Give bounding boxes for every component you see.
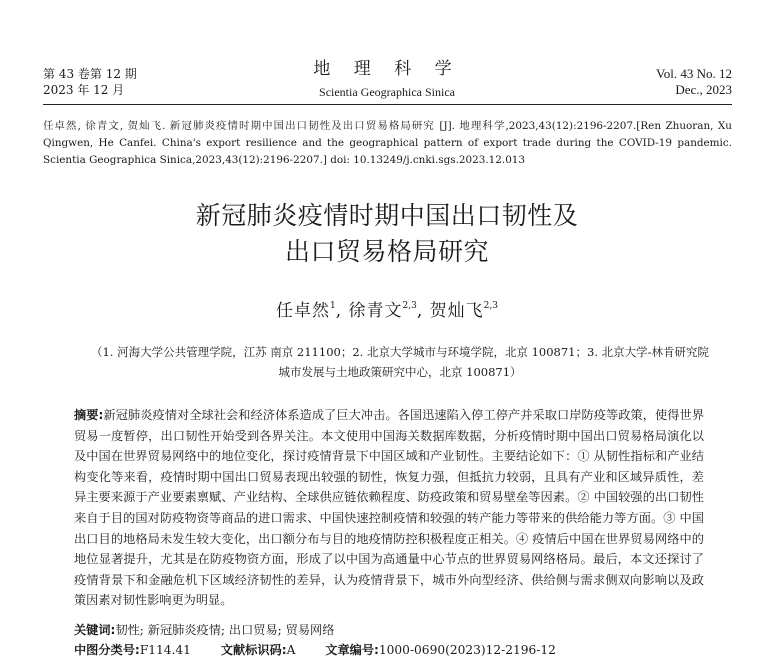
abstract (74, 405, 704, 611)
author-separator: , (335, 301, 343, 321)
article-number-value: 1000-0690(2023)12-2196-12 (378, 643, 556, 657)
affiliation-line: 城市发展与土地政策研究中心，北京 100871） (278, 365, 522, 379)
volume-issue-cn: 第 43 卷第 12 期 (43, 67, 137, 81)
keywords (74, 620, 704, 640)
keywords-label: 关键词: (74, 623, 116, 637)
title-line-1: 新冠肺炎疫情时期中国出口韧性及 (195, 201, 579, 230)
clc-value: F114.41 (139, 643, 191, 657)
abstract-text: 新冠肺炎疫情对全球社会和经济体系造成了巨大冲击。各国迅速陷入停工停产并采取口岸防疫等政策，使得世界贸易一度暂停，出口韧性开始受到各界关注。本文使用中国海关数据库数据，分析疫情时期中国出口贸易格局演化以及中国在世界贸易网络中的地位变化，探讨疫情背景下中国区域和产业韧性。主要结论如下：① 从韧性指标和产业结构变化等来看，疫情时期中国出口贸易表现出较强的韧性，恢复力强，但抵抗力较弱，且具有产业和区域异质性，差异主要来源于产业要素禀赋、产业结构、全球供应链依赖程度、防疫政策和贸易壁垒等因素。② 中国较强的出口韧性来自于目的国对防疫物资等商品的进口需求、中国快速控制疫情和较强的转产能力等带来的供给能力等方面。③ 中国出口目的地格局未发生较大变化，出口额分布与目的地疫情防控积极程度正相关。④ 疫情后中国在世界贸易网络中的地位显著提升，尤其是在防疫物资方面，形成了以中国为高通量中心节点的世界贸易网络格局。最后，本文还探讨了疫情背景下和金融危机下区域经济韧性的差异，认为疫情背景下，城市外向型经济、供给侧与需求侧双向影响以及政策因素对韧性影响更为明显。 (74, 408, 705, 608)
author-affiliation-mark: 2,3 (402, 301, 417, 311)
author-separator: , (416, 301, 424, 321)
article-title (0, 198, 774, 270)
keywords-text: 韧性; 新冠肺炎疫情; 出口贸易; 贸易网络 (115, 623, 335, 637)
title-line-2: 出口贸易格局研究 (284, 237, 489, 266)
issue-info-en (656, 66, 732, 98)
author-name: 徐青文 (348, 301, 403, 321)
affiliation-line: （1. 河海大学公共管理学院，江苏 南京 211100；2. 北京大学城市与环境学院，北京 100871；3. 北京大学-林肯研究院 (90, 345, 710, 359)
author-name: 贺灿飞 (429, 301, 484, 321)
date-en: Dec., 2023 (675, 82, 732, 97)
article-number-label: 文章编号: (325, 643, 379, 657)
volume-issue-en: Vol. 43 No. 12 (656, 66, 732, 81)
author-affiliation-mark: 2,3 (483, 301, 498, 311)
journal-name-en: Scientia Geographica Sinica (319, 85, 455, 99)
clc-label: 中图分类号: (74, 643, 140, 657)
abstract-label: 摘要: (74, 408, 104, 422)
classification-info (74, 640, 734, 660)
author-name: 任卓然 (275, 301, 330, 321)
journal-name-cn: 地 理 科 学 (313, 59, 461, 79)
date-cn: 2023 年 12 月 (43, 83, 125, 97)
affiliations (60, 342, 740, 382)
document-code-value: A (286, 643, 296, 657)
author-affiliation-mark: 1 (329, 301, 336, 311)
document-code-label: 文献标识码: (220, 643, 287, 657)
citation: 任卓然, 徐青文, 贺灿飞. 新冠肺炎疫情时期中国出口韧性及出口贸易格局研究 [J]. 地理科学,2023,43(12):2196-2207.[Ren Zhuoran, Xu Qingwen, He Canfei. China's export resilience and the geographical pattern of export trade during the COVID-19 pandemic. Scientia Geographica Sinica,2023,43(12):2196-2207.] doi: 10.13249/j.cnki.sgs.2023.12.013 (43, 120, 732, 166)
header-rule (43, 104, 732, 105)
author-list (0, 300, 774, 322)
